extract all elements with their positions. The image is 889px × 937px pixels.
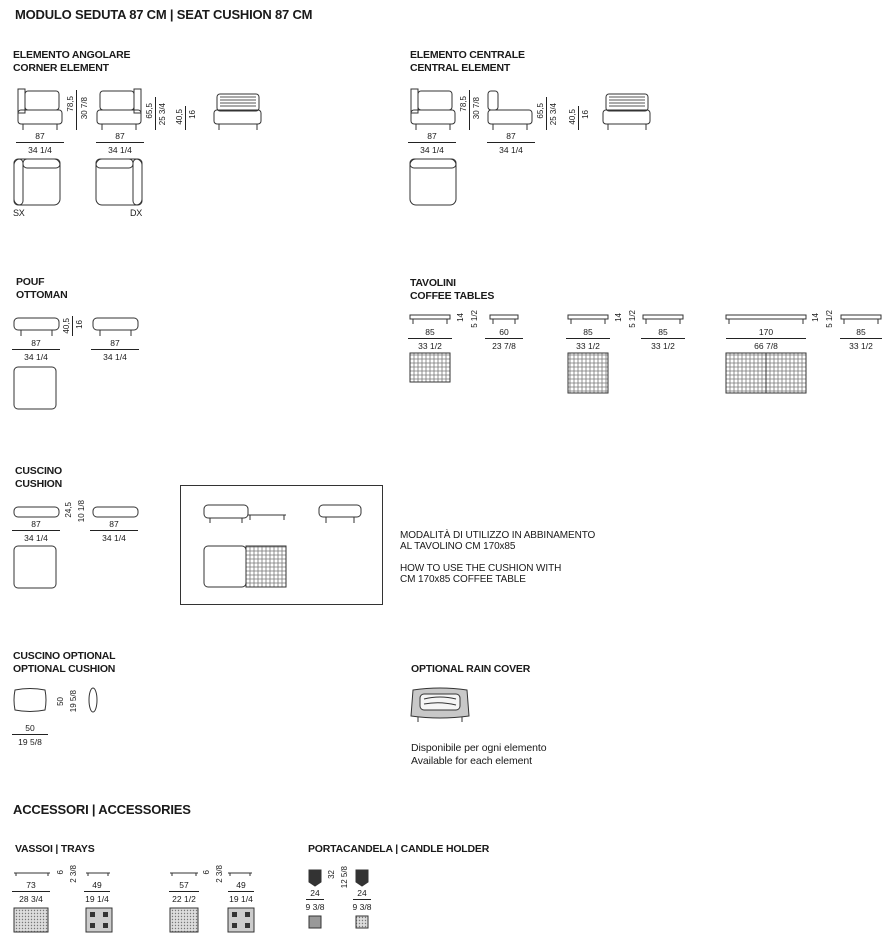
table2-height: 14 xyxy=(614,313,623,322)
tray-b-width: 49 xyxy=(92,880,102,890)
pouf-height: 40,5 xyxy=(62,318,71,334)
dim-line xyxy=(90,530,138,531)
corner-height-line-2 xyxy=(155,97,156,130)
dim-line xyxy=(353,899,371,900)
tray-c-height: 6 xyxy=(202,870,211,875)
dim-line xyxy=(726,338,806,339)
central-height-line-3 xyxy=(578,106,579,130)
corner-height-3: 40,5 xyxy=(175,109,184,125)
tables-title: TAVOLINI COFFEE TABLES xyxy=(410,277,495,302)
optional-cushion-width-in: 19 5/8 xyxy=(18,737,42,747)
dim-line xyxy=(12,530,60,531)
rain-cover-title: OPTIONAL RAIN COVER xyxy=(411,663,531,675)
dim-line xyxy=(306,899,324,900)
tray-a-width-in: 28 3/4 xyxy=(19,894,43,904)
tray-d-width-in: 19 1/4 xyxy=(229,894,253,904)
cushion-width-2-in: 34 1/4 xyxy=(102,533,126,543)
cushion-plan-view xyxy=(13,545,59,589)
tray-c-height-in: 2 3/8 xyxy=(215,865,224,883)
corner-title: ELEMENTO ANGOLARE CORNER ELEMENT xyxy=(13,49,131,74)
corner-height-2: 65,5 xyxy=(145,103,154,119)
corner-width-1: 87 xyxy=(35,131,45,141)
central-width-1-in: 34 1/4 xyxy=(420,145,444,155)
cushion-width-1-in: 34 1/4 xyxy=(24,533,48,543)
tray-a-height: 6 xyxy=(56,870,65,875)
central-plan-view xyxy=(409,157,459,207)
central-width-1: 87 xyxy=(427,131,437,141)
central-front-views xyxy=(410,88,660,130)
corner-height-1-in: 30 7/8 xyxy=(80,97,89,120)
candle-height: 32 xyxy=(327,870,336,879)
dim-line xyxy=(96,142,144,143)
pouf-height-line xyxy=(72,316,73,336)
corner-width-1-in: 34 1/4 xyxy=(28,145,52,155)
table2-height-in: 5 1/2 xyxy=(628,310,637,328)
dim-line xyxy=(169,891,199,892)
table3-depth: 85 xyxy=(856,327,866,337)
dim-line xyxy=(91,349,139,350)
cushion-height: 24,5 xyxy=(64,502,73,518)
corner-plan-views xyxy=(13,157,153,207)
corner-height-2-in: 25 3/4 xyxy=(158,103,167,126)
corner-height-3-in: 16 xyxy=(188,110,197,119)
cushion-width-2: 87 xyxy=(109,519,119,529)
central-height-1-in: 30 7/8 xyxy=(472,97,481,120)
corner-height-line-3 xyxy=(185,106,186,130)
central-height-2: 65,5 xyxy=(536,103,545,119)
candle-a-width: 24 xyxy=(310,888,320,898)
table1-height: 14 xyxy=(456,313,465,322)
pouf-title: POUF OTTOMAN xyxy=(16,276,68,301)
table1-depth: 60 xyxy=(499,327,509,337)
cushion-height-in: 10 1/8 xyxy=(77,500,86,523)
pouf-plan-view xyxy=(13,366,59,410)
dim-line xyxy=(408,338,452,339)
candle-a-width-in: 9 3/8 xyxy=(305,902,325,912)
rain-cover-note: Disponibile per ogni elemento Available for each element xyxy=(411,742,547,767)
corner-height-1: 78,5 xyxy=(66,96,75,112)
central-height-line xyxy=(469,90,470,130)
central-height-3: 40,5 xyxy=(568,109,577,125)
central-width-2: 87 xyxy=(506,131,516,141)
central-height-3-in: 16 xyxy=(581,110,590,119)
cushion-width-1: 87 xyxy=(31,519,41,529)
dim-line xyxy=(485,338,523,339)
table3-height-in: 5 1/2 xyxy=(825,310,834,328)
corner-dx-label: DX xyxy=(130,208,143,218)
table3-depth-in: 33 1/2 xyxy=(849,341,873,351)
table1-width: 85 xyxy=(425,327,435,337)
optional-cushion-height-in: 19 5/8 xyxy=(69,690,78,713)
optional-cushion-height: 50 xyxy=(56,697,65,706)
dim-line xyxy=(16,142,64,143)
table2-depth-in: 33 1/2 xyxy=(651,341,675,351)
dim-line xyxy=(641,338,685,339)
corner-height-line xyxy=(76,90,77,130)
pouf-width-1-in: 34 1/4 xyxy=(24,352,48,362)
cushion-title: CUSCINO CUSHION xyxy=(15,465,63,490)
dim-line xyxy=(228,891,254,892)
candle-b-width: 24 xyxy=(357,888,367,898)
candle-height-in: 12 5/8 xyxy=(340,866,349,889)
central-height-line-2 xyxy=(546,97,547,130)
central-width-2-in: 34 1/4 xyxy=(499,145,523,155)
candle-b-width-in: 9 3/8 xyxy=(352,902,372,912)
pouf-width-1: 87 xyxy=(31,338,41,348)
tray-d-width: 49 xyxy=(236,880,246,890)
table1-height-in: 5 1/2 xyxy=(470,310,479,328)
corner-sx-label: SX xyxy=(13,208,25,218)
table1-depth-in: 23 7/8 xyxy=(492,341,516,351)
dim-line xyxy=(487,142,535,143)
page-title: MODULO SEDUTA 87 CM | SEAT CUSHION 87 CM xyxy=(15,7,313,22)
corner-width-2-in: 34 1/4 xyxy=(108,145,132,155)
accessories-title: ACCESSORI | ACCESSORIES xyxy=(13,802,191,817)
table1-width-in: 33 1/2 xyxy=(418,341,442,351)
cushion-usage-note: MODALITÀ DI UTILIZZO IN ABBINAMENTO AL TAVOLINO CM 170x85 HOW TO USE THE CUSHION WITH CM 170x85 COFFEE TABLE xyxy=(400,530,596,585)
candle-title: PORTACANDELA | CANDLE HOLDER xyxy=(308,843,490,855)
dim-line xyxy=(12,891,50,892)
table3-height: 14 xyxy=(811,313,820,322)
pouf-width-2-in: 34 1/4 xyxy=(103,352,127,362)
central-height-2-in: 25 3/4 xyxy=(549,103,558,126)
table2-width: 85 xyxy=(583,327,593,337)
tables-drawings xyxy=(408,313,888,395)
tray-a-height-in: 2 3/8 xyxy=(69,865,78,883)
corner-front-views xyxy=(17,88,267,130)
corner-width-2: 87 xyxy=(115,131,125,141)
optional-cushion-width: 50 xyxy=(25,723,35,733)
dim-line xyxy=(840,338,882,339)
tray-c-width: 57 xyxy=(179,880,189,890)
tray-c-width-in: 22 1/2 xyxy=(172,894,196,904)
dim-line xyxy=(12,734,48,735)
central-height-1: 78,5 xyxy=(459,96,468,112)
table2-depth: 85 xyxy=(658,327,668,337)
optional-cushion-title: CUSCINO OPTIONAL OPTIONAL CUSHION xyxy=(13,650,116,675)
tray-a-width: 73 xyxy=(26,880,36,890)
dim-line xyxy=(566,338,610,339)
central-title: ELEMENTO CENTRALE CENTRAL ELEMENT xyxy=(410,49,525,74)
table3-width: 170 xyxy=(758,327,774,337)
trays-title: VASSOI | TRAYS xyxy=(15,843,95,855)
dim-line xyxy=(84,891,110,892)
pouf-height-in: 16 xyxy=(75,320,84,329)
dim-line xyxy=(12,349,60,350)
pouf-width-2: 87 xyxy=(110,338,120,348)
rain-cover-drawing xyxy=(410,686,472,726)
table2-width-in: 33 1/2 xyxy=(576,341,600,351)
table3-width-in: 66 7/8 xyxy=(754,341,778,351)
dim-line xyxy=(408,142,456,143)
cushion-usage-diagram xyxy=(180,485,385,606)
tray-b-width-in: 19 1/4 xyxy=(85,894,109,904)
